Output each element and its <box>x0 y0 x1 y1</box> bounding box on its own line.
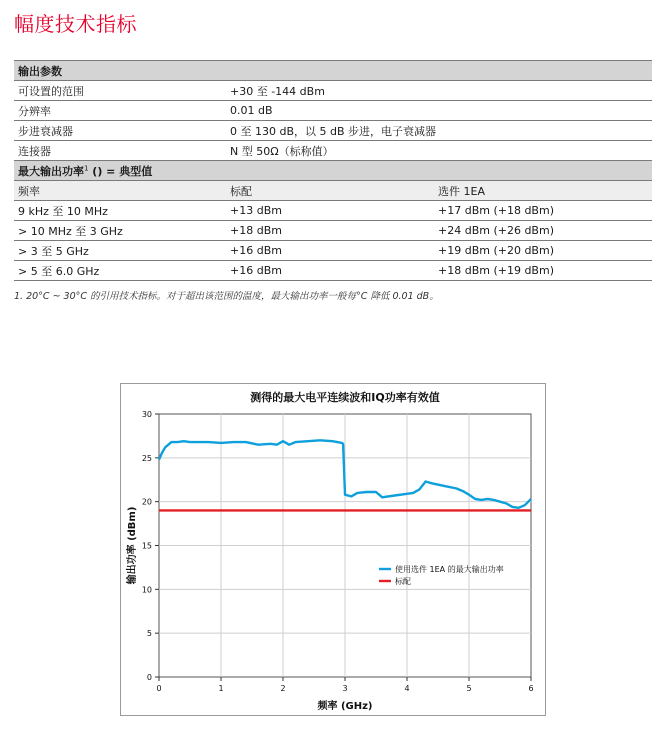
param-name: 步进衰减器 <box>18 124 73 138</box>
section-header-max-power <box>14 160 652 180</box>
table-row <box>14 100 652 120</box>
spec-table <box>14 60 652 281</box>
x-tick-label: 3 <box>342 684 348 693</box>
page-title: 幅度技术指标 <box>14 12 137 36</box>
param-value: 0.01 dB <box>230 104 273 117</box>
chart-title: 测得的最大电平连续波和IQ功率有效值 <box>250 391 440 404</box>
option-cell: +19 dBm (+20 dBm) <box>438 244 554 257</box>
table-row <box>14 200 652 220</box>
y-axis-label: 输出功率 (dBm) <box>127 506 138 585</box>
frequency-cell: > 3 至 5 GHz <box>18 244 89 258</box>
option-cell: +24 dBm (+26 dBm) <box>438 224 554 237</box>
legend-label: 标配 <box>395 577 411 586</box>
x-tick-label: 2 <box>280 684 286 693</box>
standard-cell: +18 dBm <box>230 224 282 237</box>
standard-cell: +16 dBm <box>230 244 282 257</box>
y-tick-label: 25 <box>141 453 152 463</box>
option-cell: +17 dBm (+18 dBm) <box>438 204 554 217</box>
x-tick-label: 1 <box>218 684 224 693</box>
param-name: 连接器 <box>18 144 51 158</box>
table-row <box>14 120 652 140</box>
standard-cell: +13 dBm <box>230 204 282 217</box>
y-tick-label: 30 <box>141 410 152 419</box>
footnote: 1. 20°C ~ 30°C 的引用技术指标。对于超出该范围的温度，最大输出功率一般每°C 降低 0.01 dB。 <box>14 291 439 302</box>
column-header-row <box>14 180 652 200</box>
legend-label: 使用选件 1EA 的最大输出功率 <box>395 565 504 574</box>
chart-frame <box>120 383 546 716</box>
frequency-cell: 9 kHz 至 10 MHz <box>18 204 108 218</box>
x-tick-label: 6 <box>528 684 534 693</box>
table-row <box>14 140 652 160</box>
param-value: +30 至 -144 dBm <box>230 84 325 98</box>
column-header-standard: 标配 <box>230 184 252 198</box>
column-header-frequency: 频率 <box>18 184 40 198</box>
section-header-output-params <box>14 60 652 80</box>
param-value: 0 至 130 dB，以 5 dB 步进，电子衰减器 <box>230 124 437 138</box>
table-row <box>14 80 652 100</box>
table-row <box>14 240 652 260</box>
param-value: N 型 50Ω（标称值） <box>230 144 334 158</box>
param-name: 分辨率 <box>18 104 51 118</box>
x-tick-label: 0 <box>156 684 162 693</box>
x-tick-label: 4 <box>404 684 410 693</box>
y-tick-label: 15 <box>141 541 152 551</box>
y-tick-label: 0 <box>146 673 152 682</box>
section-title: 最大输出功率$^1$ () = 典型值 <box>18 163 153 178</box>
column-header-option-1ea: 选件 1EA <box>438 184 485 198</box>
y-tick-label: 20 <box>141 497 152 507</box>
param-name: 可设置的范围 <box>18 84 84 98</box>
section-title: 输出参数 <box>18 64 62 78</box>
y-tick-label: 10 <box>141 585 152 595</box>
x-tick-label: 5 <box>466 684 472 693</box>
option-cell: +18 dBm (+19 dBm) <box>438 264 554 277</box>
frequency-cell: > 5 至 6.0 GHz <box>18 264 100 278</box>
x-axis-label: 频率 (GHz) <box>317 701 373 712</box>
table-row <box>14 260 652 280</box>
chart <box>121 384 547 717</box>
table-row <box>14 220 652 240</box>
y-tick-label: 5 <box>146 629 152 639</box>
frequency-cell: > 10 MHz 至 3 GHz <box>18 224 123 238</box>
standard-cell: +16 dBm <box>230 264 282 277</box>
